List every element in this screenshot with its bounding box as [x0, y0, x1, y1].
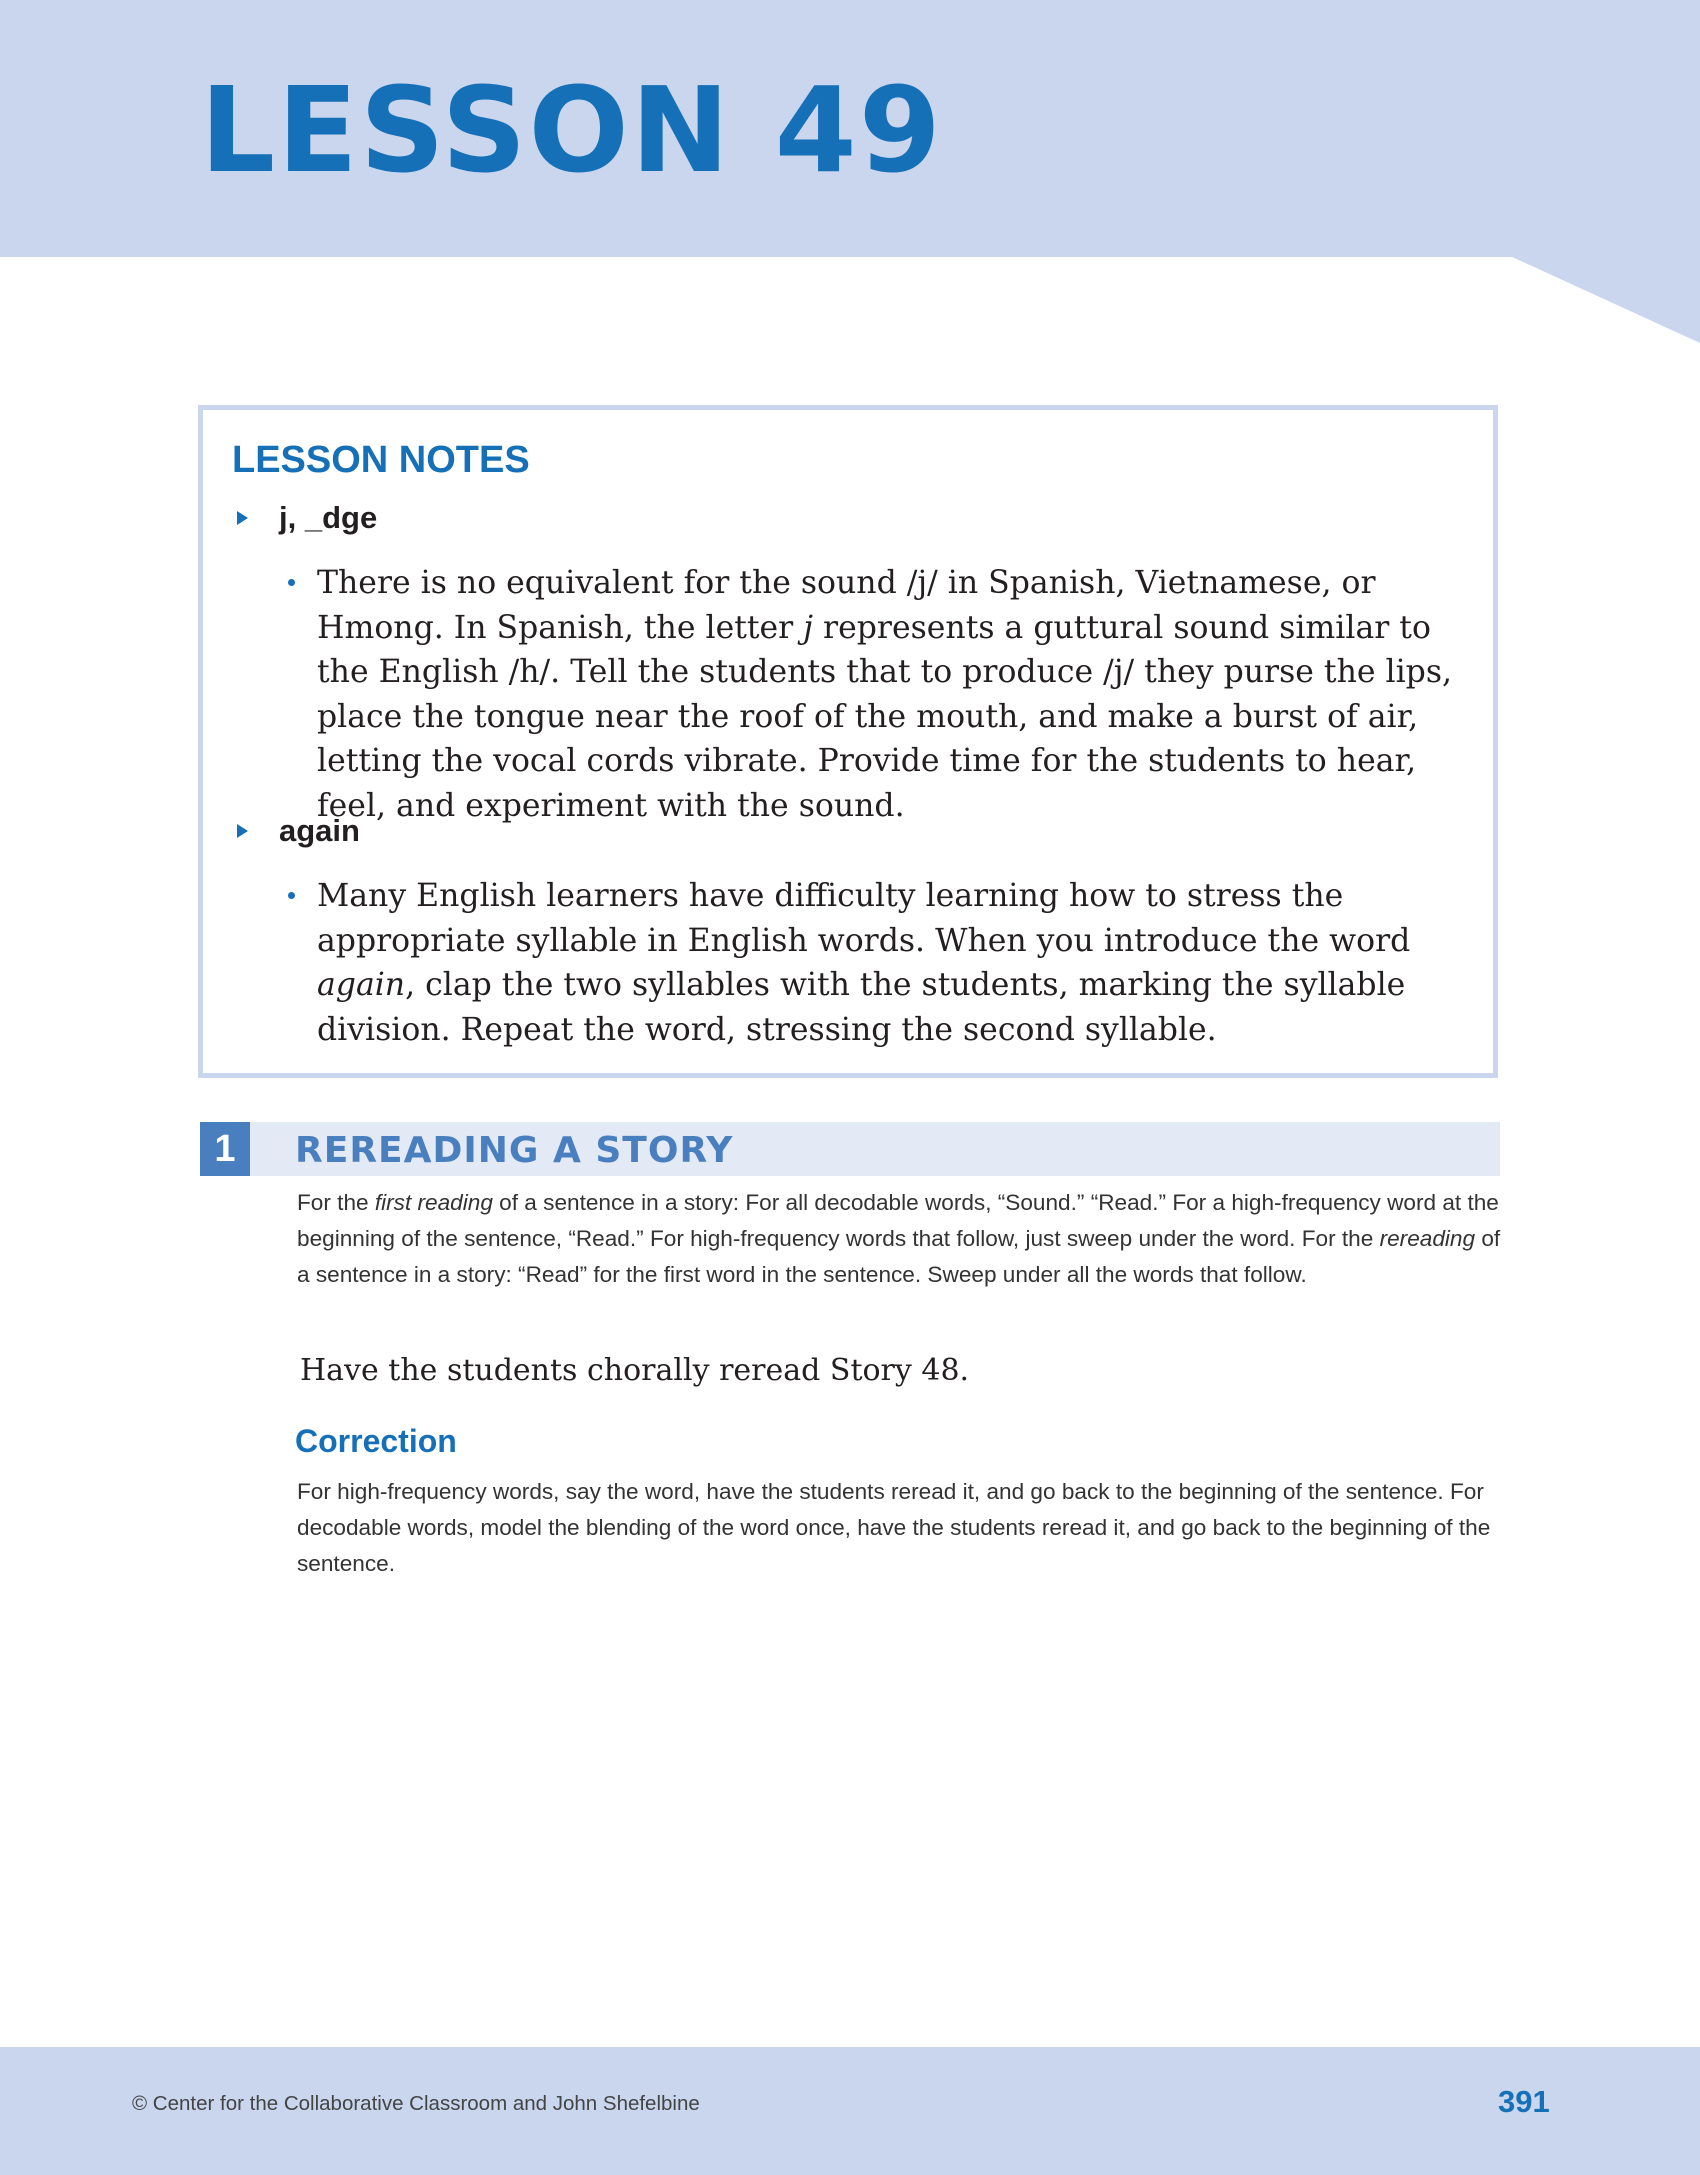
- note-heading-j-dge: [237, 500, 377, 536]
- emphasized-word: again: [317, 967, 406, 1003]
- note-heading-again: [237, 813, 360, 849]
- note-bullet-text: There is no equivalent for the sound /j/ in Spanish, Vietnamese, or Hmong. In Spanish, the letter j represents a guttural sound similar to the English /h/. Tell the students that to produce /j/ they purse the lips, place the tongue near the roof of the mouth, and make a burst of air, letting the vocal cords vibrate. Provide time for the students to hear, feel, and experiment with the sound.: [317, 565, 1452, 824]
- bullet-dot-icon: [288, 579, 295, 586]
- section-title: REREADING A STORY: [295, 1130, 734, 1171]
- correction-text: For high-frequency words, say the word, have the students reread it, and go back to the beginning of the sentence. For decodable words, model the blending of the word once, have the students reread it, and go back to the beginning of the sentence.: [297, 1479, 1491, 1576]
- note-heading-label: j, _dge: [279, 500, 378, 535]
- triangle-bullet-icon: [237, 824, 248, 838]
- page-number: 391: [1498, 2084, 1550, 2119]
- note-heading-label: again: [279, 813, 360, 848]
- correction-title: Correction: [295, 1423, 457, 1459]
- triangle-bullet-icon: [237, 511, 248, 525]
- lesson-notes-title: LESSON NOTES: [232, 439, 530, 481]
- note-bullet-again: [288, 874, 1468, 1052]
- copyright-notice: © Center for the Collaborative Classroom and John Shefelbine: [132, 2092, 700, 2115]
- teacher-script-line: Have the students chorally reread Story 48.: [300, 1353, 970, 1388]
- emphasized-letter: j: [803, 609, 814, 646]
- section-number-badge: 1: [200, 1122, 250, 1176]
- note-bullet-j-dge: [288, 561, 1468, 828]
- reading-instructions: For the first reading of a sentence in a story: For all decodable words, “Sound.” “Read.” For a high-frequency word at the beginning of the sentence, “Read.” For high-frequency words that follow, just sweep under the word. For the rereading of a sentence in a story: “Read” for the first word in the sentence. Sweep under all the words that follow.: [297, 1190, 1501, 1287]
- bullet-dot-icon: [288, 892, 295, 899]
- note-bullet-text: Many English learners have difficulty learning how to stress the appropriate syllable in English words. When you introduce the word again, clap the two syllables with the students, marking the syllable division. Repeat the word, stressing the second syllable.: [317, 878, 1411, 1048]
- lesson-title: LESSON 49: [200, 61, 943, 199]
